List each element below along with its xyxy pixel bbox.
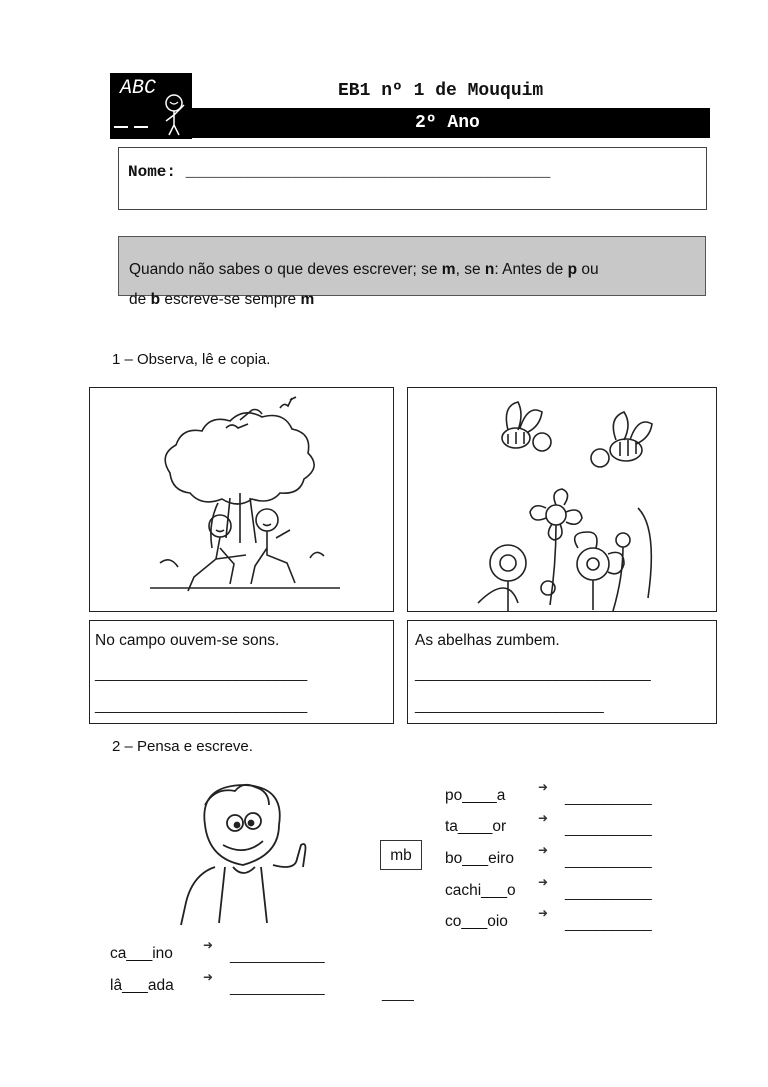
arrow-right-icon: ➜ [538, 875, 549, 889]
answer-line-right-1[interactable]: ______________________________ [415, 665, 651, 682]
word-1: po____a [445, 787, 506, 804]
write-line-5[interactable]: ___________ [565, 915, 652, 932]
arrow-right-icon: ➜ [538, 843, 549, 857]
rule-box [118, 236, 706, 308]
word-2: ta____or [445, 818, 507, 835]
answer-line-left-1[interactable]: ___________________________ [95, 665, 307, 682]
children-under-tree-illustration [90, 388, 395, 613]
write-line-1[interactable]: ___________ [565, 789, 652, 806]
write-line-4[interactable]: ___________ [565, 884, 652, 901]
extra-line: ____ [382, 985, 414, 1002]
arrow-right-icon: ➜ [203, 970, 214, 984]
write-line-7[interactable]: ____________ [230, 979, 325, 996]
rule-text: Quando não sabes o que deves escrever; se m, se n: Antes de p ou de b escreve-se sempre m [129, 261, 599, 308]
picture-children-under-tree [89, 387, 394, 612]
bees-and-flowers-illustration [408, 388, 718, 613]
arrow-right-icon: ➜ [538, 906, 549, 920]
name-field-label: Nome: ______________________________________ [128, 163, 551, 181]
answer-line-left-2[interactable]: ___________________________ [95, 697, 307, 714]
picture-bees-and-flowers [407, 387, 717, 612]
mb-letter-box: mb [380, 840, 422, 870]
logo-text: ABC [120, 77, 157, 100]
arrow-right-icon: ➜ [538, 780, 549, 794]
boy-thumbs-up-picture [165, 775, 305, 925]
write-line-6[interactable]: ____________ [230, 947, 325, 964]
arrow-right-icon: ➜ [203, 938, 214, 952]
write-line-3[interactable]: ___________ [565, 852, 652, 869]
exercise-2-title: 2 – Pensa e escreve. [112, 738, 253, 755]
word-7: lâ___ada [110, 977, 174, 994]
school-name: EB1 nº 1 de Mouquim [338, 81, 544, 101]
sentence-right: As abelhas zumbem. [415, 632, 560, 649]
boy-thumbs-up-illustration [165, 775, 305, 925]
answer-line-right-2[interactable]: ________________________ [415, 697, 604, 714]
word-4: cachi___o [445, 882, 516, 899]
exercise-1-title: 1 – Observa, lê e copia. [112, 351, 271, 368]
write-line-2[interactable]: ___________ [565, 820, 652, 837]
arrow-right-icon: ➜ [538, 811, 549, 825]
grade-label: 2º Ano [415, 113, 480, 133]
sentence-left: No campo ouvem-se sons. [95, 632, 280, 649]
word-6: ca___ino [110, 945, 173, 962]
word-5: co___oio [445, 913, 508, 930]
word-3: bo___eiro [445, 850, 514, 867]
